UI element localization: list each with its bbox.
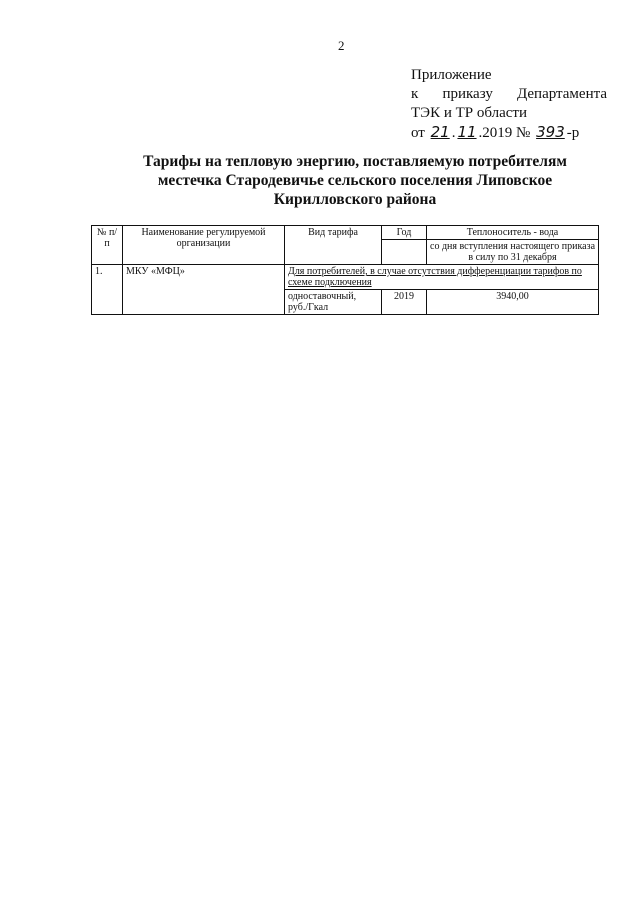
appendix-line-2	[411, 85, 607, 104]
handwritten-day: 21	[430, 123, 450, 141]
header-year: Год	[382, 226, 427, 240]
appendix-block	[411, 66, 607, 143]
row-num: 1.	[92, 265, 123, 315]
appendix-line-1: Приложение	[411, 67, 492, 83]
row-year: 2019	[382, 290, 427, 315]
title-line-1: Тарифы на тепловую энергию, поставляемую потребителям	[143, 153, 567, 170]
appendix-line-3: ТЭК и ТР области	[411, 105, 527, 121]
title-line-2: местечка Стародевичье сельского поселения Липовское	[157, 172, 553, 189]
row-note: Для потребителей, в случае отсутствия дифференциации тарифов по схеме подключения	[285, 265, 599, 290]
title-line-3: Кирилловского района	[273, 191, 437, 208]
document-title	[95, 152, 615, 209]
header-year-empty	[382, 240, 427, 265]
row-org: МКУ «МФЦ»	[123, 265, 285, 315]
order-suffix: -р	[566, 125, 580, 141]
page-number: 2	[338, 38, 345, 53]
appendix-word-k: к	[411, 86, 419, 102]
header-num: № п/п	[92, 226, 123, 265]
header-org: Наименование регулируемой организации	[123, 226, 285, 265]
appendix-word-department: Департамента	[516, 86, 607, 102]
row-tariff-type: одноставочный, руб./Гкал	[285, 290, 382, 315]
tariff-table	[91, 225, 599, 315]
header-period: со дня вступления настоящего приказа в силу по 31 декабря	[427, 240, 599, 265]
appendix-word-order: приказу	[442, 86, 493, 102]
row-value: 3940,00	[427, 290, 599, 315]
header-type: Вид тарифа	[285, 226, 382, 265]
date-year: .2019 №	[478, 125, 531, 141]
handwritten-order-number: 393	[536, 123, 565, 141]
header-row-1	[92, 226, 599, 240]
table-row	[92, 265, 599, 290]
date-prefix: от	[411, 125, 425, 141]
handwritten-month: 11	[457, 123, 477, 141]
appendix-date-line: от 21 . 11 .2019 № 393 -р	[411, 123, 580, 141]
header-carrier: Теплоноситель - вода	[427, 226, 599, 240]
